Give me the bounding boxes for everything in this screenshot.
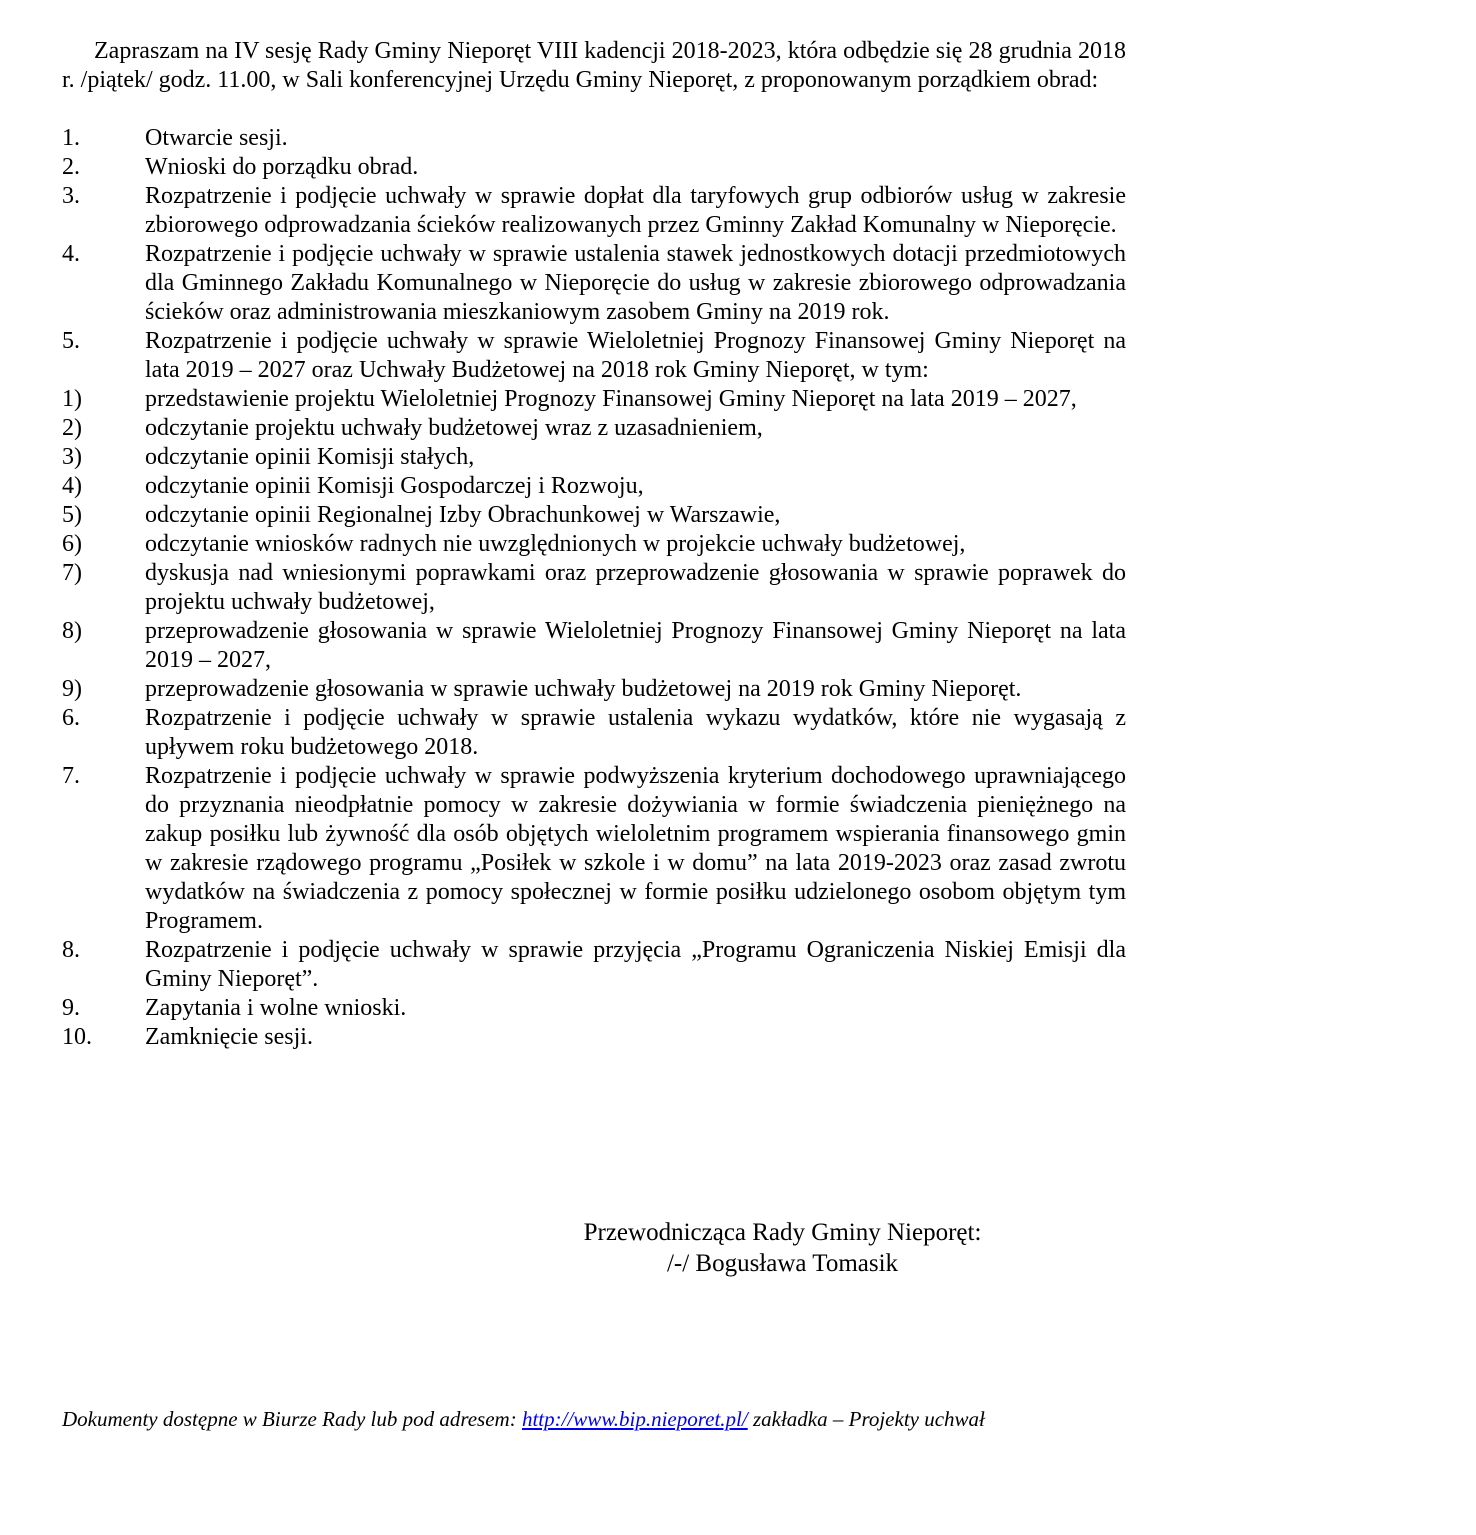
agenda-subitem-text: odczytanie opinii Regionalnej Izby Obrachunkowej w Warszawie, [145, 502, 781, 528]
agenda-item-text: Rozpatrzenie i podjęcie uchwały w sprawie przyjęcia „Programu Ograniczenia Niskiej Emisji dla Gminy Nieporęt”. [145, 937, 1126, 992]
agenda-item-number: 2. [62, 154, 80, 180]
agenda-subitem-number: 1) [62, 386, 82, 412]
agenda-subitem [62, 559, 1126, 617]
agenda-item-number: 4. [62, 241, 80, 267]
agenda-subitem-text: przeprowadzenie głosowania w sprawie Wieloletniej Prognozy Finansowej Gminy Nieporęt na lata 2019 – 2027, [145, 618, 1126, 673]
agenda-subitem-number: 8) [62, 618, 82, 644]
agenda-subitem-text: odczytanie projektu uchwały budżetowej wraz z uzasadnieniem, [145, 415, 763, 441]
agenda-item-number: 10. [62, 1024, 92, 1050]
agenda-item [62, 182, 1126, 240]
agenda-item-text: Zapytania i wolne wnioski. [145, 995, 407, 1021]
agenda-item-number: 6. [62, 705, 80, 731]
agenda-item-text: Rozpatrzenie i podjęcie uchwały w sprawie dopłat dla taryfowych grup odbiorów usług w zakresie zbiorowego odprowadzania ścieków realizowanych przez Gminny Zakład Komunalny w Nieporęcie. [145, 183, 1126, 238]
agenda-item [62, 994, 1126, 1023]
agenda-item [62, 124, 1126, 153]
agenda-subitem [62, 617, 1126, 675]
agenda-item-text: Rozpatrzenie i podjęcie uchwały w sprawie Wieloletniej Prognozy Finansowej Gminy Nieporęt na lata 2019 – 2027 oraz Uchwały Budżetowej na 2018 rok Gminy Nieporęt, w tym: [145, 328, 1126, 383]
agenda-subitem-number: 3) [62, 444, 82, 470]
agenda-item-number: 5. [62, 328, 80, 354]
agenda-item-text: Rozpatrzenie i podjęcie uchwały w sprawie ustalenia stawek jednostkowych dotacji przedmiotowych dla Gminnego Zakładu Komunalnego w Nieporęcie do usług w zakresie zbiorowego odprowadzania ścieków oraz administrowania mieszkaniowym zasobem Gminy na 2019 rok. [145, 241, 1126, 325]
signature-name: /-/ Bogusława Tomasik [666, 1250, 899, 1277]
agenda-subitem-text: odczytanie opinii Komisji Gospodarczej i Rozwoju, [145, 473, 644, 499]
agenda-subitem-number: 9) [62, 676, 82, 702]
agenda-item-text: Otwarcie sesji. [145, 125, 288, 151]
agenda-subitem-text: odczytanie opinii Komisji stałych, [145, 444, 475, 470]
agenda-subitem [62, 414, 1126, 443]
invitation-paragraph: Zapraszam na IV sesję Rady Gminy Nieporęt VIII kadencji 2018-2023, która odbędzie się 28 grudnia 2018 r. /piątek/ godz. 11.00, w Sali konferencyjnej Urzędu Gminy Nieporęt, z proponowanym porządkiem obrad: [62, 38, 1126, 93]
agenda-subitem [62, 472, 1126, 501]
footer-suffix: zakładka – Projekty uchwał [752, 1407, 985, 1431]
agenda-item [62, 327, 1126, 385]
agenda-subitem-text: dyskusja nad wniesionymi poprawkami oraz przeprowadzenie głosowania w sprawie poprawek do projektu uchwały budżetowej, [145, 560, 1126, 615]
agenda-subitem [62, 501, 1126, 530]
agenda-subitem-text: przeprowadzenie głosowania w sprawie uchwały budżetowej na 2019 rok Gminy Nieporęt. [145, 676, 1022, 702]
agenda-item-number: 1. [62, 125, 80, 151]
agenda-subitem-text: odczytanie wniosków radnych nie uwzględnionych w projekcie uchwały budżetowej, [145, 531, 966, 557]
agenda-subitem-number: 7) [62, 560, 82, 586]
agenda-item [62, 762, 1126, 936]
agenda-item [62, 240, 1126, 327]
agenda-item [62, 936, 1126, 994]
agenda-item-text: Wnioski do porządku obrad. [145, 154, 419, 180]
signature-title: Przewodnicząca Rady Gminy Nieporęt: [583, 1219, 982, 1246]
agenda-subitem-number: 2) [62, 415, 82, 441]
agenda-subitem-number: 4) [62, 473, 82, 499]
agenda-subitem [62, 675, 1126, 704]
agenda-item [62, 704, 1126, 762]
bip-link[interactable]: http://www.bip.nieporet.pl/ [521, 1407, 748, 1431]
agenda-list [62, 124, 1126, 1052]
agenda-item-number: 8. [62, 937, 80, 963]
agenda-subitem-number: 5) [62, 502, 82, 528]
agenda-item [62, 1023, 1126, 1052]
agenda-item-number: 7. [62, 763, 80, 789]
agenda-item-number: 3. [62, 183, 80, 209]
footer-note [62, 1405, 1162, 1433]
agenda-item-text: Zamknięcie sesji. [145, 1024, 313, 1050]
agenda-item-number: 9. [62, 995, 80, 1021]
agenda-subitem-number: 6) [62, 531, 82, 557]
agenda-subitem-text: przedstawienie projektu Wieloletniej Prognozy Finansowej Gminy Nieporęt na lata 2019 – 2027, [145, 386, 1077, 412]
agenda-item-text: Rozpatrzenie i podjęcie uchwały w sprawie podwyższenia kryterium dochodowego uprawniającego do przyznania nieodpłatnie pomocy w zakresie dożywiania w formie świadczenia pieniężnego na zakup posiłku lub żywność dla osób objętych wieloletnim programem wspierania finansowego gmin w zakresie rządowego programu „Posiłek w szkole i w domu” na lata 2019-2023 oraz zasad zwrotu wydatków na świadczenia z pomocy społecznej w formie posiłku udzielonego osobom objętym tym Programem. [145, 763, 1126, 934]
document-body [62, 37, 1126, 1052]
agenda-subitem [62, 385, 1126, 414]
agenda-subitem [62, 530, 1126, 559]
signature-block [560, 1217, 1005, 1279]
agenda-item-text: Rozpatrzenie i podjęcie uchwały w sprawie ustalenia wykazu wydatków, które nie wygasają z upływem roku budżetowego 2018. [145, 705, 1126, 760]
agenda-subitem [62, 443, 1126, 472]
agenda-item [62, 153, 1126, 182]
footer-prefix: Dokumenty dostępne w Biurze Rady lub pod adresem: [62, 1407, 517, 1431]
